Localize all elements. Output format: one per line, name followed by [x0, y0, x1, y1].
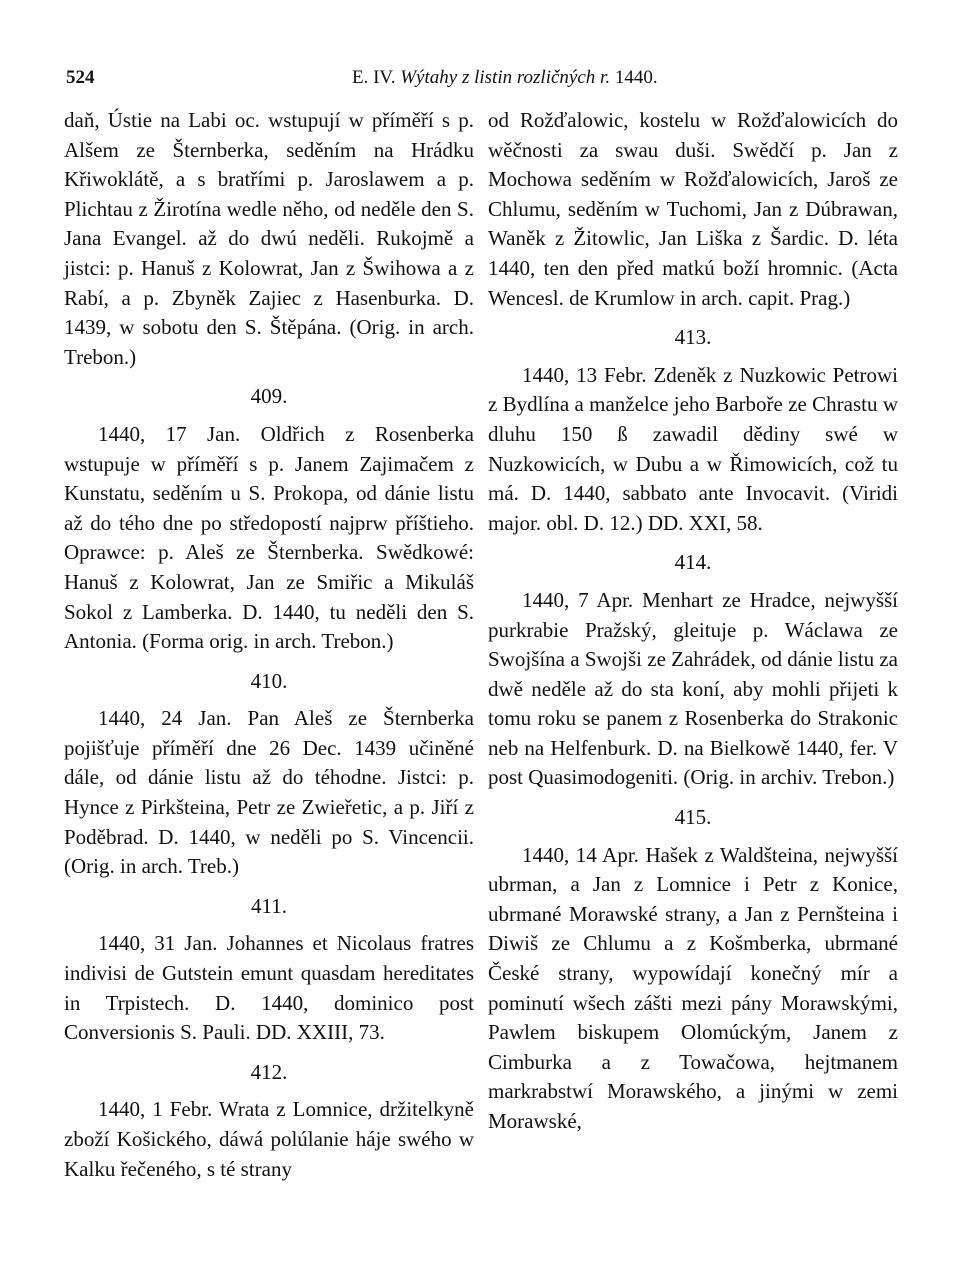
- entry-number-414: 414.: [674, 550, 712, 575]
- continued-paragraph: daň, Ústie na Labi oc. wstupují w příměří s p. Alšem ze Šternberka, seděním na Hrádku Křiwoklátě, a s bratřími p. Jaroslawem a p. Plichtau z Žirotína wedle něho, od neděle den S. Jana Evangel. až do dwú neděli. Rukojmě a jistci: p. Hanuš z Kolowrat, Jan z Šwihowa a z Rabí, a p. Zbyněk Zajiec z Hasenburka. D. 1439, w sobotu den S. Štěpána. (Orig. in arch. Trebon.): [64, 108, 474, 369]
- right-column: [488, 106, 898, 1137]
- title-year: 1440.: [614, 67, 658, 88]
- entry-number-412: 412.: [250, 1059, 288, 1084]
- entry-text-412: 1440, 1 Febr. Wrata z Lomnice, držitelkyně zboží Košického, dáwá polúlanie háje swého w Kalku řečeného, s té strany: [64, 1097, 474, 1181]
- entry-text-413: 1440, 13 Febr. Zdeněk z Nuzkowic Petrowi z Bydlína a manželce jeho Barboře ze Chrastu w dluhu 150 ß zawadil dědiny swé w Nuzkowicích, w Dubu a w Řimowicích, což tu má. D. 1440, sabbato ante Invocavit. (Viridi major. obl. D. 12.) DD. XXI, 58.: [488, 362, 898, 535]
- entry-number-410: 410.: [250, 668, 288, 693]
- entry-number-411: 411.: [251, 893, 287, 918]
- entry-number-409: 409.: [250, 384, 288, 409]
- continued-paragraph-right: od Rožďalowic, kostelu w Rožďalowicích do wěčnosti za swau duši. Swědčí p. Jan z Mochowa seděním w Rožďalowicích, Jaroš ze Chlumu, seděním w Tuchomi, Jan z Dúbrawan, Waněk z Žitowlic, Jan Liška z Šardic. D. léta 1440, ten den před matkú boží hromnic. (Acta Wencesl. de Krumlow in arch. capit. Prag.): [488, 108, 898, 310]
- page-number: 524: [66, 67, 95, 88]
- entry-text-414: 1440, 7 Apr. Menhart ze Hradce, nejwyšší purkrabie Pražský, gleituje p. Wáclawa ze Swojšína a Swojši ze Zahrádek, od dánie listu za dwě neděle až do sta koní, aby mohli přijeti k tomu roku se panem z Rosenberka do Strakonic neb na Helfenburk. D. na Bielkowě 1440, fer. V post Quasimodogeniti. (Orig. in archiv. Trebon.): [488, 587, 898, 790]
- entry-text-409: 1440, 17 Jan. Oldřich z Rosenberka wstupuje w příměří s p. Janem Zajimačem z Kunstatu, seděním u S. Prokopa, od dánie listu až do tého dne po středopostí najprw příštieho. Oprawce: p. Aleš ze Šternberka. Swědkowé: Hanuš z Kolowrat, Jan ze Smiřic a Mikuláš Sokol z Lamberka. D. 1440, tu neděli den S. Antonia. (Forma orig. in arch. Trebon.): [64, 421, 474, 654]
- title-italic: Wýtahy z listin rozličných r.: [400, 67, 611, 88]
- entry-text-410: 1440, 24 Jan. Pan Aleš ze Šternberka pojišťuje příměří dne 26 Dec. 1439 učiněné dále, od dánie listu až do téhodne. Jistci: p. Hynce z Pirkšteina, Petr ze Zwieřetic, a p. Jiří z Poděbrad. D. 1440, w neděli po S. Vincencii. (Orig. in arch. Treb.): [64, 706, 474, 879]
- section-label: E. IV.: [352, 67, 396, 88]
- running-title: [352, 62, 658, 94]
- entry-number-413: 413.: [674, 325, 712, 350]
- running-header: [64, 62, 912, 94]
- entry-number-415: 415.: [674, 805, 712, 830]
- entry-text-411: 1440, 31 Jan. Johannes et Nicolaus fratres indivisi de Gutstein emunt quasdam hereditates in Trpistech. D. 1440, dominico post Conversionis S. Pauli. DD. XXIII, 73.: [64, 931, 474, 1045]
- entry-text-415: 1440, 14 Apr. Hašek z Waldšteina, nejwyšší ubrman, a Jan z Lomnice i Petr z Konice, ubrmané Morawské strany, a Jan z Pernšteina i Diwiš ze Chlumu a z Košmberka, ubrmané České strany, wypowídají konečný mír a pominutí wšech zášti mezi pány Morawskými, Pawlem biskupem Olomúckým, Janem z Cimburka a z Towačowa, hejtmanem markrabstwí Morawského, a jinými w zemi Morawské,: [488, 842, 898, 1133]
- left-column: [64, 106, 474, 1184]
